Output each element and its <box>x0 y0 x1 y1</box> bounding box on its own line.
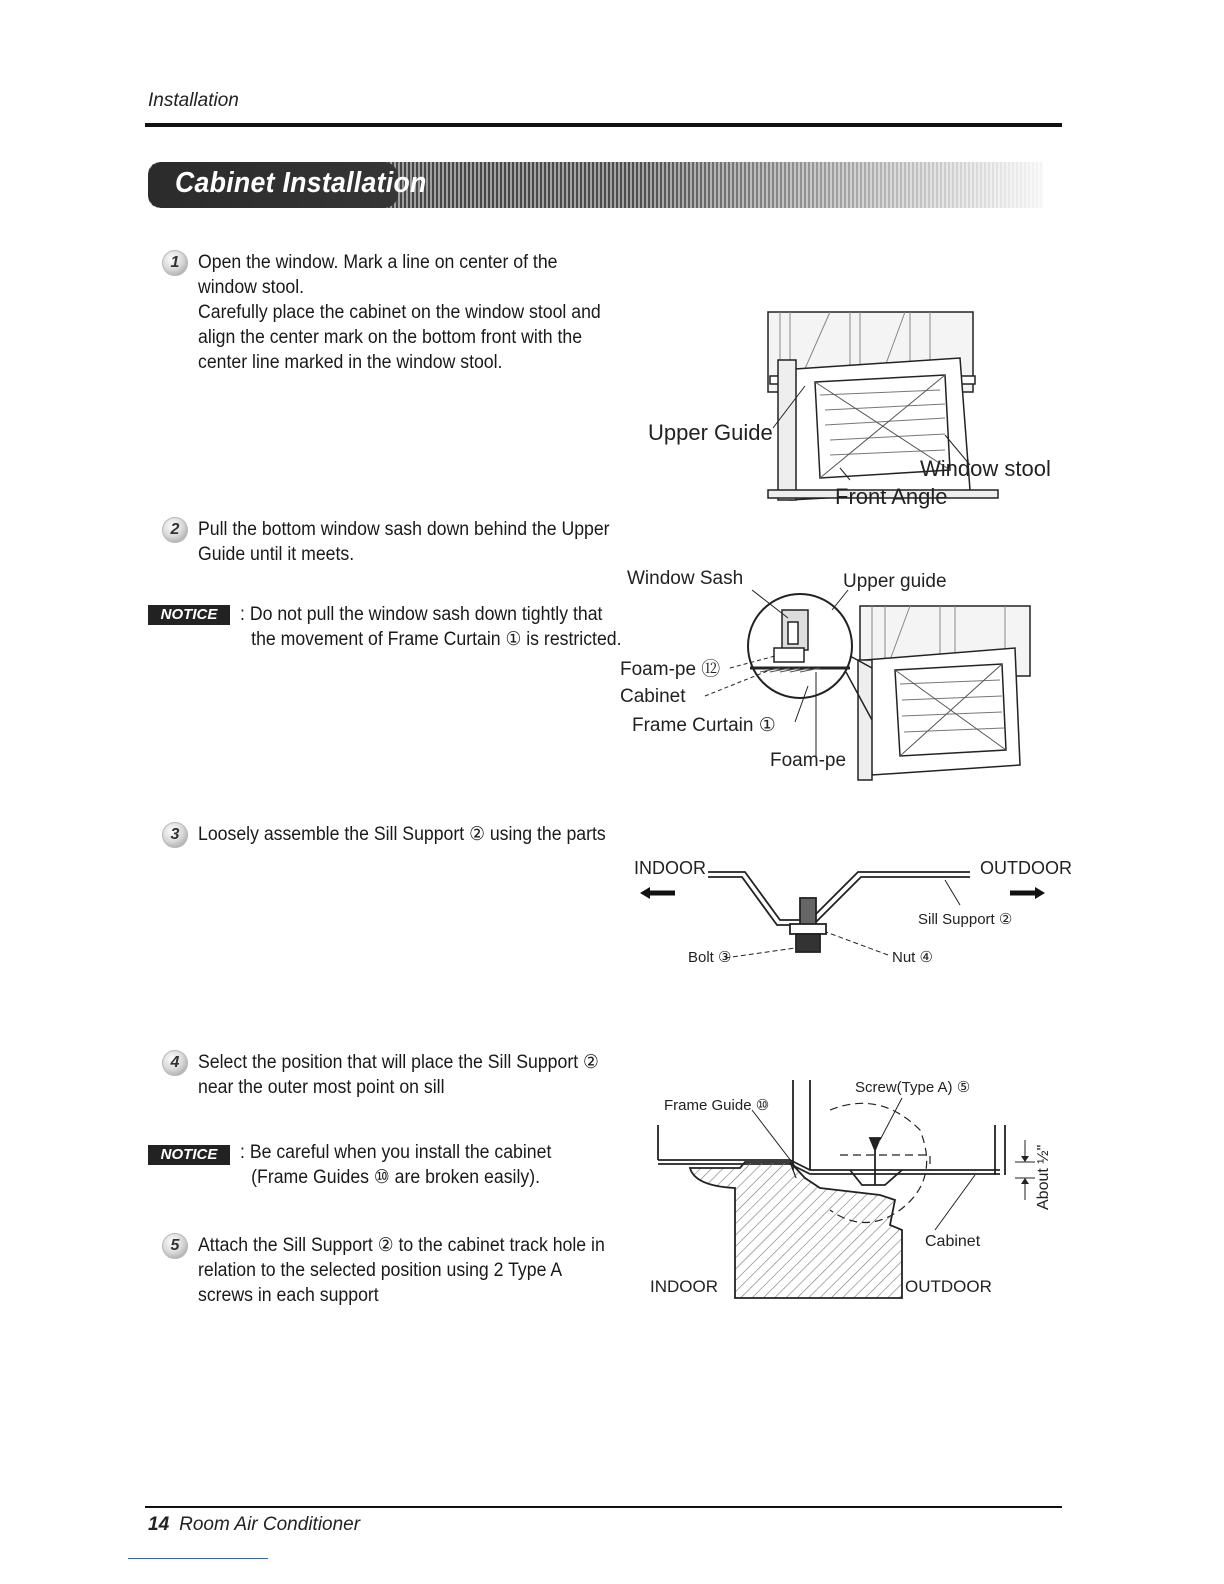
header-divider <box>145 123 1062 127</box>
sill-position-figure <box>640 1070 1060 1310</box>
step-5-text <box>198 1233 605 1308</box>
sill-support-label: Sill Support ② <box>918 911 1013 928</box>
step-2-text <box>198 517 610 567</box>
outdoor-label: OUTDOOR <box>980 858 1072 878</box>
nut-label: Nut ④ <box>892 949 933 966</box>
outdoor-label-2: OUTDOOR <box>905 1277 992 1296</box>
window-stool-label: Window stool <box>920 456 1051 481</box>
frame-curtain-label: Frame Curtain ① <box>632 715 776 736</box>
step-1-line: Carefully place the cabinet on the window stool and <box>198 302 601 323</box>
notice-line: (Frame Guides ⑩ are broken easily). <box>251 1167 541 1188</box>
step-2-line: Pull the bottom window sash down behind the Upper <box>198 519 610 540</box>
step-2-line: Guide until it meets. <box>198 544 355 565</box>
notice-line: the movement of Frame Curtain ① is restricted. <box>251 629 622 650</box>
step-5-icon: 5 <box>162 1233 188 1259</box>
notice-2-text <box>240 1140 551 1190</box>
page-title: Cabinet Installation <box>175 167 427 199</box>
indoor-label: INDOOR <box>634 858 706 878</box>
window-sash-label: Window Sash <box>627 568 744 589</box>
step-1-icon: 1 <box>162 250 188 276</box>
step-3-line: Loosely assemble the Sill Support ② using the parts <box>198 824 606 845</box>
step-4-line: near the outer most point on sill <box>198 1077 445 1098</box>
frame-guide-label: Frame Guide ⑩ <box>664 1097 770 1114</box>
step-2-icon: 2 <box>162 517 188 543</box>
cabinet-on-window-figure <box>640 300 1070 520</box>
notice-badge: NOTICE <box>148 605 230 625</box>
notice-badge: NOTICE <box>148 1145 230 1165</box>
header-section-label: Installation <box>148 90 239 111</box>
step-4-line: Select the position that will place the Sill Support ② <box>198 1052 599 1073</box>
page-number: 14 <box>148 1514 170 1535</box>
step-3-text <box>198 822 606 847</box>
cabinet-label-2: Cabinet <box>925 1233 981 1250</box>
step-5-line: relation to the selected position using 2 Type A <box>198 1260 563 1281</box>
notice-1-text <box>240 602 622 652</box>
upper-guide-label: Upper Guide <box>648 420 773 445</box>
foam-pe-label: Foam-pe <box>770 750 847 771</box>
foam-pe-12-label: Foam-pe ⑫ <box>620 659 721 680</box>
sill-support-assembly-figure <box>630 850 1070 980</box>
bottom-link-underline <box>128 1558 268 1559</box>
screw-label: Screw(Type A) ⑤ <box>855 1079 971 1096</box>
about-half-inch-label: About ½" <box>1035 1144 1052 1210</box>
front-angle-label: Front Angle <box>835 484 948 509</box>
cabinet-label: Cabinet <box>620 686 686 707</box>
footer-title: Room Air Conditioner <box>179 1514 361 1535</box>
step-4-text <box>198 1050 599 1100</box>
window-sash-figure <box>610 560 1050 790</box>
indoor-label-2: INDOOR <box>650 1277 718 1296</box>
step-1-line: align the center mark on the bottom front with the <box>198 327 583 348</box>
notice-line: : Be careful when you install the cabinet <box>240 1142 552 1163</box>
step-3-icon: 3 <box>162 822 188 848</box>
step-1-line: Open the window. Mark a line on center of the <box>198 252 558 273</box>
step-5-line: screws in each support <box>198 1285 379 1306</box>
step-1-line: center line marked in the window stool. <box>198 352 503 373</box>
upper-guide-label-2: Upper guide <box>843 571 947 592</box>
footer <box>148 1514 360 1536</box>
footer-divider <box>145 1506 1062 1508</box>
step-1-text <box>198 250 601 375</box>
notice-line: : Do not pull the window sash down tightly that <box>240 604 603 625</box>
step-5-line: Attach the Sill Support ② to the cabinet track hole in <box>198 1235 605 1256</box>
step-1-line: window stool. <box>198 277 305 298</box>
step-4-icon: 4 <box>162 1050 188 1076</box>
bolt-label: Bolt ③ <box>688 949 732 966</box>
